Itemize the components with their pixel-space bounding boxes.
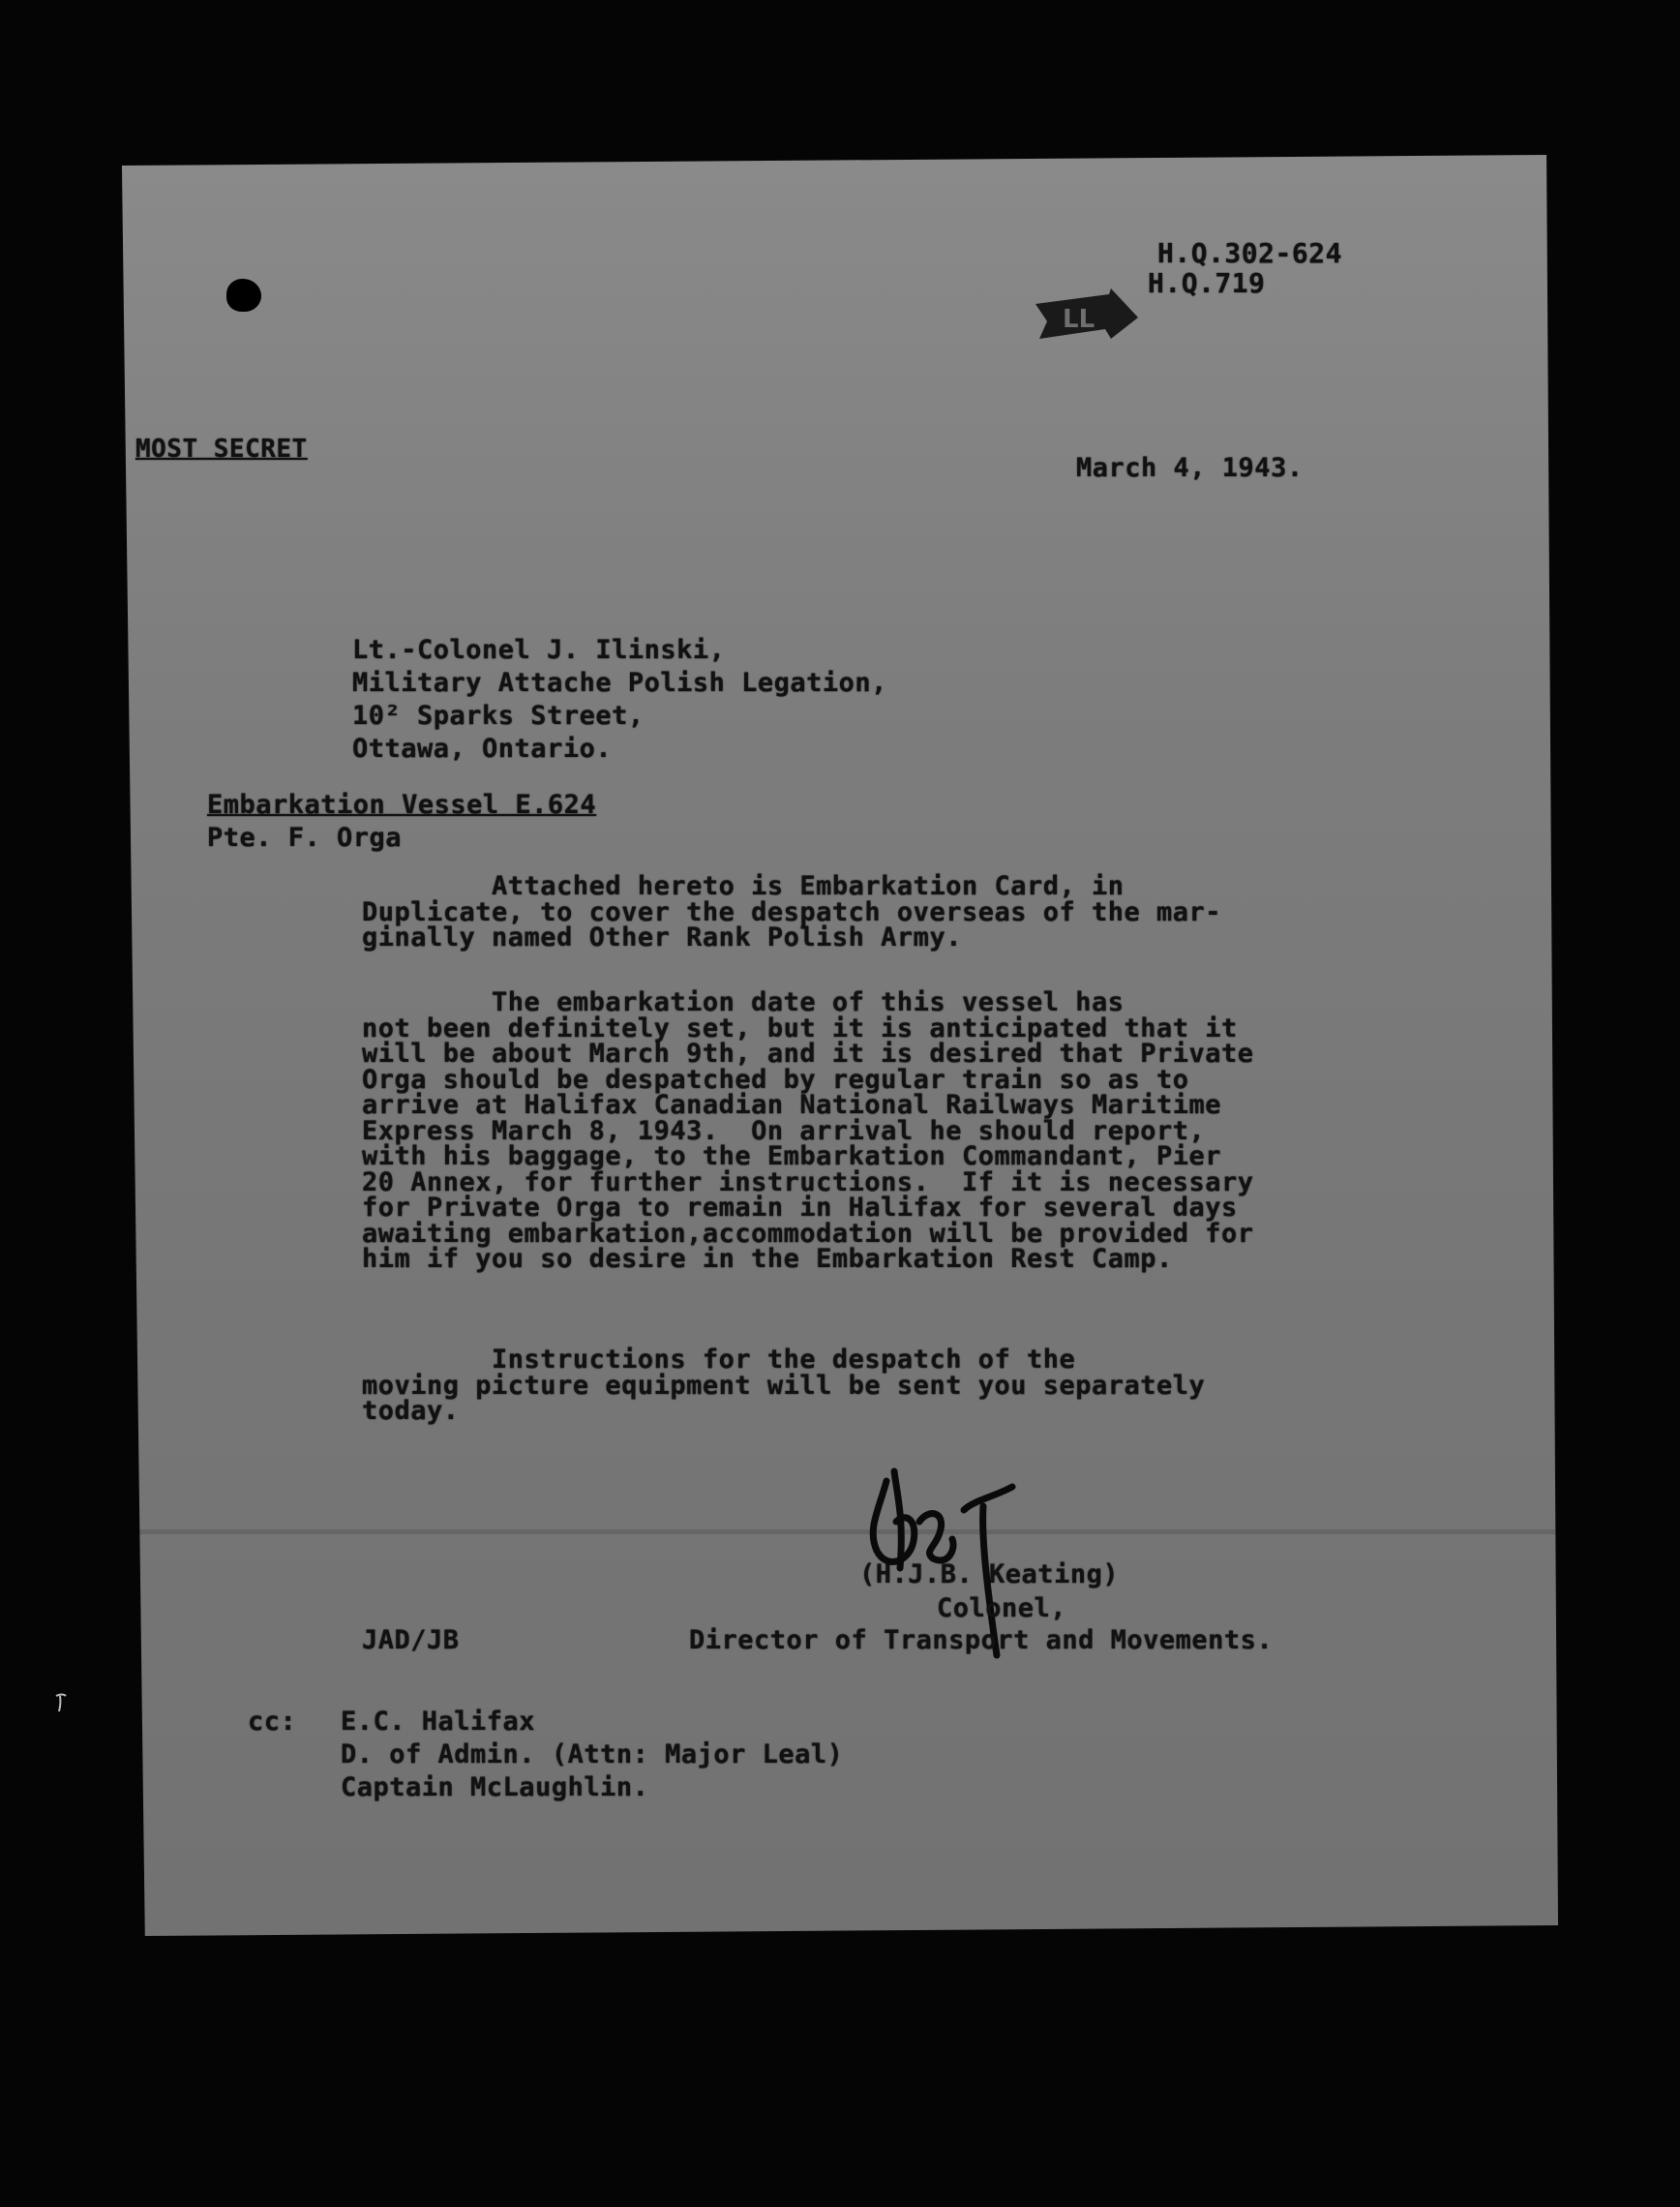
body-paragraph-1: Attached hereto is Embarkation Card, in Duplicate, to cover the despatch overseas of the mar- ginally named Other Rank Polish Army. <box>362 871 1222 952</box>
body-paragraph-3: Instructions for the despatch of the moving picture equipment will be sent you separately today. <box>362 1345 1206 1426</box>
svg-text:LL: LL <box>1063 305 1095 334</box>
reference-number-2: H.Q.719 <box>1148 267 1266 299</box>
addressee-title: Military Attache Polish Legation, <box>352 668 887 698</box>
stray-mark <box>54 1692 68 1713</box>
stamp-icon <box>1034 288 1140 347</box>
typist-initials: JAD/JB <box>362 1625 460 1655</box>
punch-hole <box>226 279 261 312</box>
classification-label: MOST SECRET <box>135 435 308 464</box>
signatory-position: Director of Transport and Movements. <box>689 1625 1274 1655</box>
subject-name: Pte. F. Orga <box>207 823 403 853</box>
signatory-rank: Colonel, <box>937 1593 1067 1623</box>
body-paragraph-2: The embarkation date of this vessel has not been definitely set, but it is anticipated that it will be about March 9th, and it is desired that Private Orga should be despatched by regular train so as to arrive at Halifax Canadian National Railways Maritime Express March 8, 1943. On arrival he should report, with his baggage, to the Embarkation Commandant, Pier 20 Annex, for further instructions. If it is necessary for Private Orga to remain in Halifax for several days awaiting embarkation,accommodation will be provided for him if you so desire in the Embarkation Rest Camp. <box>362 987 1254 1274</box>
reference-number-1: H.Q.302-624 <box>1157 237 1342 269</box>
subject-line: Embarkation Vessel E.624 <box>207 790 597 820</box>
cc-label: cc: <box>248 1707 297 1737</box>
cc-recipient: D. of Admin. (Attn: Major Leal) <box>341 1739 844 1769</box>
addressee-name: Lt.-Colonel J. Ilinski, <box>352 635 726 665</box>
addressee-street: 10² Sparks Street, <box>352 701 645 731</box>
letter-date: March 4, 1943. <box>1076 453 1304 483</box>
addressee-city: Ottawa, Ontario. <box>352 734 613 764</box>
cc-recipient: Captain McLaughlin. <box>341 1772 649 1802</box>
signatory-name: (H.J.B. Keating) <box>859 1559 1120 1589</box>
cc-recipient: E.C. Halifax <box>341 1707 536 1737</box>
